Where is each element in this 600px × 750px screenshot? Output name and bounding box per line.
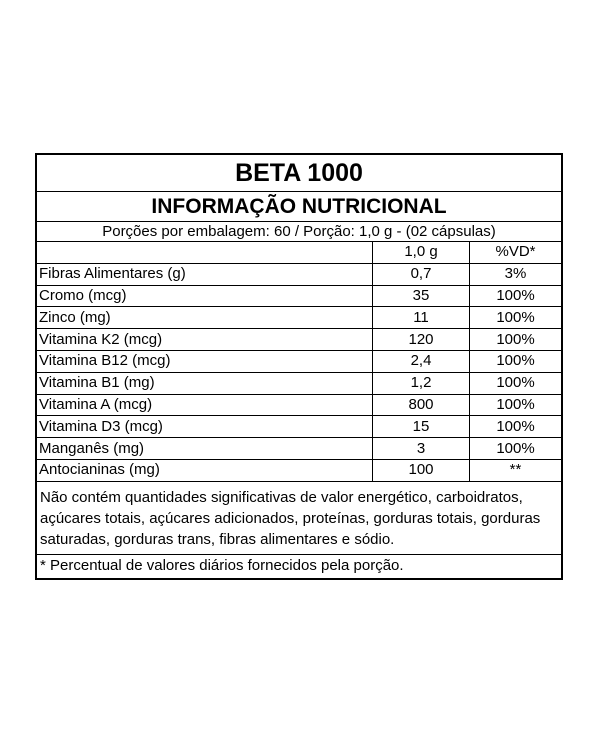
nutrient-table [37, 242, 561, 482]
nutrient-name: Vitamina A (mcg) [37, 394, 373, 416]
nutrient-daily-value: 100% [470, 394, 562, 416]
nutrient-name: Zinco (mg) [37, 307, 373, 329]
nutrient-quantity: 120 [373, 329, 470, 351]
table-row [37, 416, 561, 438]
nutrient-daily-value: 3% [470, 263, 562, 285]
column-header-daily-value: %VD* [470, 242, 562, 263]
column-header-quantity: 1,0 g [373, 242, 470, 263]
nutrient-name: Vitamina D3 (mcg) [37, 416, 373, 438]
nutrient-name: Manganês (mg) [37, 438, 373, 460]
table-row [37, 350, 561, 372]
table-row [37, 438, 561, 460]
table-row [37, 329, 561, 351]
nutrient-daily-value: 100% [470, 416, 562, 438]
nutrient-quantity: 0,7 [373, 263, 470, 285]
nutrient-quantity: 11 [373, 307, 470, 329]
nutrient-name: Vitamina B12 (mcg) [37, 350, 373, 372]
nutrient-quantity: 100 [373, 459, 470, 481]
table-row [37, 459, 561, 481]
table-row [37, 307, 561, 329]
nutrient-quantity: 2,4 [373, 350, 470, 372]
nutrient-name: Cromo (mcg) [37, 285, 373, 307]
nutrient-quantity: 15 [373, 416, 470, 438]
table-row [37, 394, 561, 416]
nutrient-quantity: 3 [373, 438, 470, 460]
nutrient-daily-value: 100% [470, 350, 562, 372]
nutrition-heading: INFORMAÇÃO NUTRICIONAL [37, 192, 561, 222]
nutrient-rows [37, 263, 561, 481]
disclaimer-text: Não contém quantidades significativas de valor energético, carboidratos, açúcares totais, açúcares adicionados, proteínas, gorduras totais, gorduras saturadas, gorduras trans, fibras alimentares e sódio. [37, 482, 561, 555]
nutrient-daily-value: ** [470, 459, 562, 481]
nutrient-daily-value: 100% [470, 285, 562, 307]
nutrient-quantity: 35 [373, 285, 470, 307]
nutrient-name: Vitamina K2 (mcg) [37, 329, 373, 351]
table-row [37, 285, 561, 307]
table-header-row [37, 242, 561, 263]
table-row [37, 372, 561, 394]
nutrient-name: Antocianinas (mg) [37, 459, 373, 481]
nutrient-quantity: 800 [373, 394, 470, 416]
daily-value-footnote: * Percentual de valores diários fornecidos pela porção. [40, 556, 404, 574]
nutrient-daily-value: 100% [470, 438, 562, 460]
nutrient-name: Vitamina B1 (mg) [37, 372, 373, 394]
product-title: BETA 1000 [37, 155, 561, 192]
nutrient-name: Fibras Alimentares (g) [37, 263, 373, 285]
nutrient-daily-value: 100% [470, 329, 562, 351]
nutrient-quantity: 1,2 [373, 372, 470, 394]
column-header-name [37, 242, 373, 263]
portions-info: Porções por embalagem: 60 / Porção: 1,0 g - (02 cápsulas) [37, 222, 561, 242]
nutrition-facts-label [35, 153, 563, 580]
table-row [37, 263, 561, 285]
nutrient-daily-value: 100% [470, 307, 562, 329]
nutrient-daily-value: 100% [470, 372, 562, 394]
